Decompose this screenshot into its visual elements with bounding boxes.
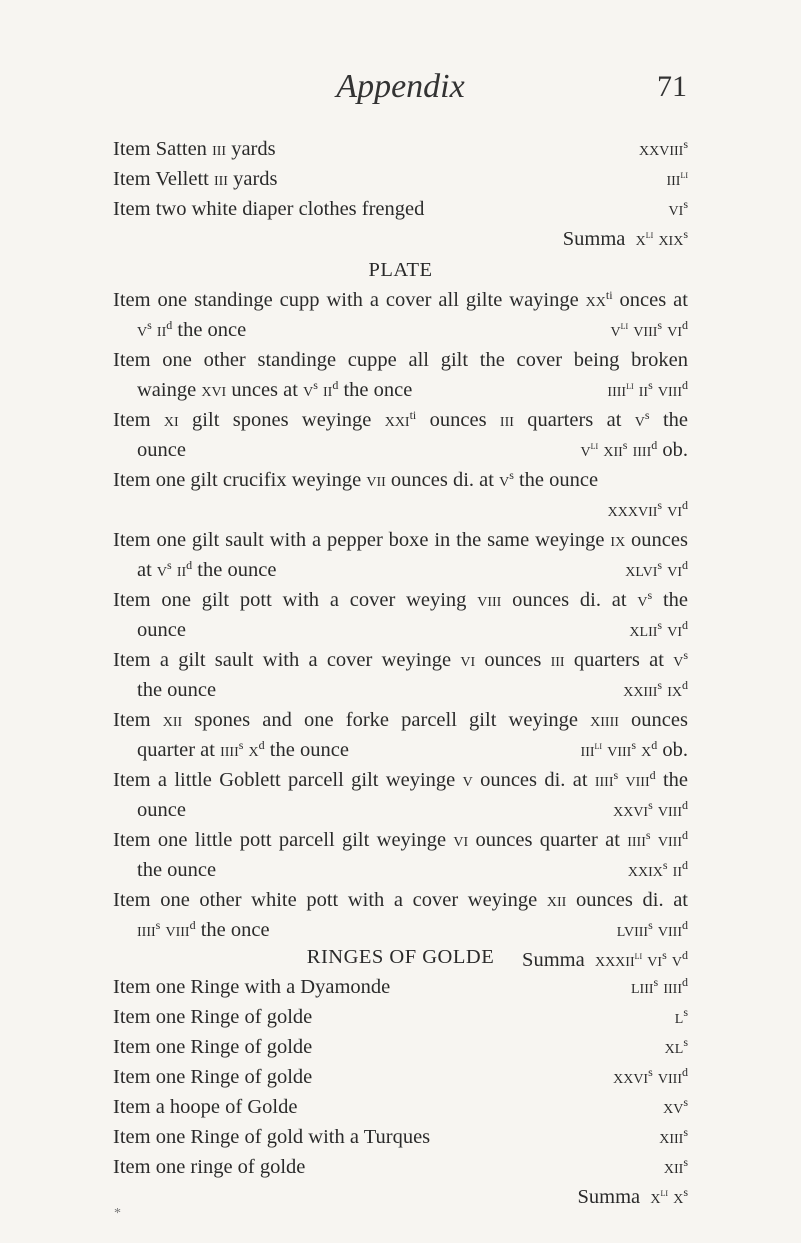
ring-row [113, 1032, 688, 1062]
plate-line-text: Item one other standinge cuppe all gilt the cover being broken [113, 349, 688, 371]
textiles-section [113, 134, 688, 254]
plate-row [113, 405, 688, 435]
plate-line-text: Item one gilt pott with a cover weying viii ounces di. at $v^s$ the [113, 588, 689, 611]
textile-row [113, 194, 688, 224]
plate-label: $v^s$ $ii^d$ the once [137, 318, 247, 341]
ring-label: Item one ringe of golde [113, 1156, 306, 1178]
plate-label: the ounce [137, 679, 217, 701]
plate-row [113, 525, 688, 555]
plate-line-text: Item one little pott parcell gilt weyinge vi ounces quarter at iiii$^s$ viii$^d$ [113, 828, 688, 851]
printer-mark: * [114, 1206, 121, 1221]
textile-amount: $vi^s$ [668, 197, 688, 220]
plate-label: ounce [137, 439, 186, 461]
ring-amount: xxvi$^s$ viii$^d$ [613, 1065, 688, 1088]
ring-label: Item one Ringe of golde [113, 1036, 313, 1058]
textile-row [113, 134, 688, 164]
plate-line-text: Item a gilt sault with a cover weyinge vi ounces iii quarters at $v^s$ [113, 648, 688, 671]
ring-row [113, 1182, 688, 1212]
plate-row [113, 285, 688, 315]
plate-label: wainge xvi unces at $v^s$ $ii^d$ the once [137, 378, 413, 401]
ring-row [113, 1062, 688, 1092]
plate-row [113, 735, 688, 765]
plate-line-text: Item xii spones and one forke parcell gilt weyinge xiiii ounces [113, 709, 688, 731]
plate-row [113, 465, 688, 495]
textile-amount: iii$^{li}$ [666, 167, 688, 190]
plate-line-text: Item one gilt sault with a pepper boxe in the same weyinge ix ounces [113, 529, 688, 551]
ring-amount: $xl^s$ [664, 1035, 688, 1058]
textile-label: Item Satten iii yards [113, 138, 276, 160]
textile-label: Item two white diaper clothes frenged [113, 198, 425, 220]
plate-amount: xxix$^s$ $ii^d$ [627, 858, 688, 881]
plate-label: ounce [137, 799, 186, 821]
ring-amount: liii$^s$ iiii$^d$ [631, 975, 688, 998]
ring-label: Item one Ringe with a Dyamonde [113, 976, 391, 998]
plate-label: iiii$^s$ viii$^d$ the once [137, 918, 270, 941]
ring-label: Item one Ringe of gold with a Turques [113, 1126, 431, 1148]
page-header [0, 68, 801, 108]
plate-label: ounce [137, 619, 186, 641]
ring-label: Item one Ringe of golde [113, 1006, 313, 1028]
plate-row [113, 615, 688, 645]
rings-section [113, 942, 688, 1212]
plate-amount: xxxvii$^s$ $vi^d$ [607, 498, 688, 521]
plate-row [113, 345, 688, 375]
plate-row [113, 555, 688, 585]
plate-heading: PLATE [368, 259, 433, 281]
plate-row [113, 435, 688, 465]
ring-amount: Summa $x^{li}$ $x^s$ [577, 1185, 688, 1208]
plate-line-text: Item xi gilt spones weyinge xxi$^{ti}$ ounces iii quarters at $v^s$ the [113, 408, 688, 431]
plate-amount: xlvi$^s$ $vi^d$ [625, 558, 688, 581]
ring-amount: $xv^s$ [663, 1095, 688, 1118]
plate-label: at $v^s$ $ii^d$ the ounce [137, 558, 277, 581]
plate-row [113, 645, 688, 675]
plate-row [113, 855, 688, 885]
plate-row [113, 495, 688, 525]
ring-amount: xii$^s$ [663, 1155, 688, 1178]
plate-row [113, 315, 688, 345]
plate-amount: $v^{li}$ viii$^s$ $vi^d$ [610, 318, 688, 341]
ring-row [113, 1122, 688, 1152]
textile-row [113, 164, 688, 194]
ring-label: Item a hoope of Golde [113, 1096, 298, 1118]
ring-row [113, 972, 688, 1002]
ring-row [113, 1092, 688, 1122]
plate-amount: iii$^{li}$ viii$^s$ $x^d$ ob. [580, 738, 688, 761]
plate-label: the ounce [137, 859, 217, 881]
plate-line-text: Item one standinge cupp with a cover all gilte wayinge $xx^{ti}$ onces at [113, 288, 688, 311]
plate-amount: lviii$^s$ viii$^d$ [616, 918, 688, 941]
textile-amount: xxviii$^s$ [639, 137, 688, 160]
plate-amount: xlii$^s$ $vi^d$ [629, 618, 688, 641]
textile-row [113, 224, 688, 254]
running-title: Appendix [336, 68, 465, 105]
page-number: 71 [657, 70, 687, 103]
plate-row [113, 705, 688, 735]
plate-row [113, 375, 688, 405]
plate-amount: iiii$^{li}$ $ii^s$ viii$^d$ [607, 378, 688, 401]
plate-row [113, 795, 688, 825]
plate-amount: Summa xxxii$^{li}$ $vi^s$ $v^d$ [522, 948, 688, 971]
ring-row [113, 1002, 688, 1032]
rings-heading: RINGES OF GOLDE [306, 946, 495, 968]
plate-section [113, 255, 688, 975]
plate-amount: $v^{li}$ xii$^s$ iiii$^d$ ob. [580, 438, 688, 461]
ring-amount: $l^s$ [674, 1005, 688, 1028]
plate-row [113, 825, 688, 855]
textile-label: Item Vellett iii yards [113, 168, 278, 190]
plate-line-text: Item one gilt crucifix weyinge vii ounces di. at $v^s$ the ounce [113, 468, 599, 491]
plate-row [113, 675, 688, 705]
plate-amount: xxiii$^s$ $ix^d$ [623, 678, 688, 701]
ring-label: Item one Ringe of golde [113, 1066, 313, 1088]
plate-row [113, 585, 688, 615]
ring-amount: xiii$^s$ [659, 1125, 688, 1148]
ring-row [113, 1152, 688, 1182]
plate-row [113, 915, 688, 945]
plate-line-text: Item one other white pott with a cover weyinge xii ounces di. at [113, 889, 688, 911]
plate-line-text: Item a little Goblett parcell gilt weyinge v ounces di. at iiii$^s$ viii$^d$ the [113, 768, 689, 791]
textile-amount: Summa $x^{li}$ xix$^s$ [562, 227, 688, 250]
plate-row [113, 885, 688, 915]
plate-label: quarter at iiii$^s$ $x^d$ the ounce [137, 738, 349, 761]
plate-amount: xxvi$^s$ viii$^d$ [613, 798, 688, 821]
plate-row [113, 765, 688, 795]
